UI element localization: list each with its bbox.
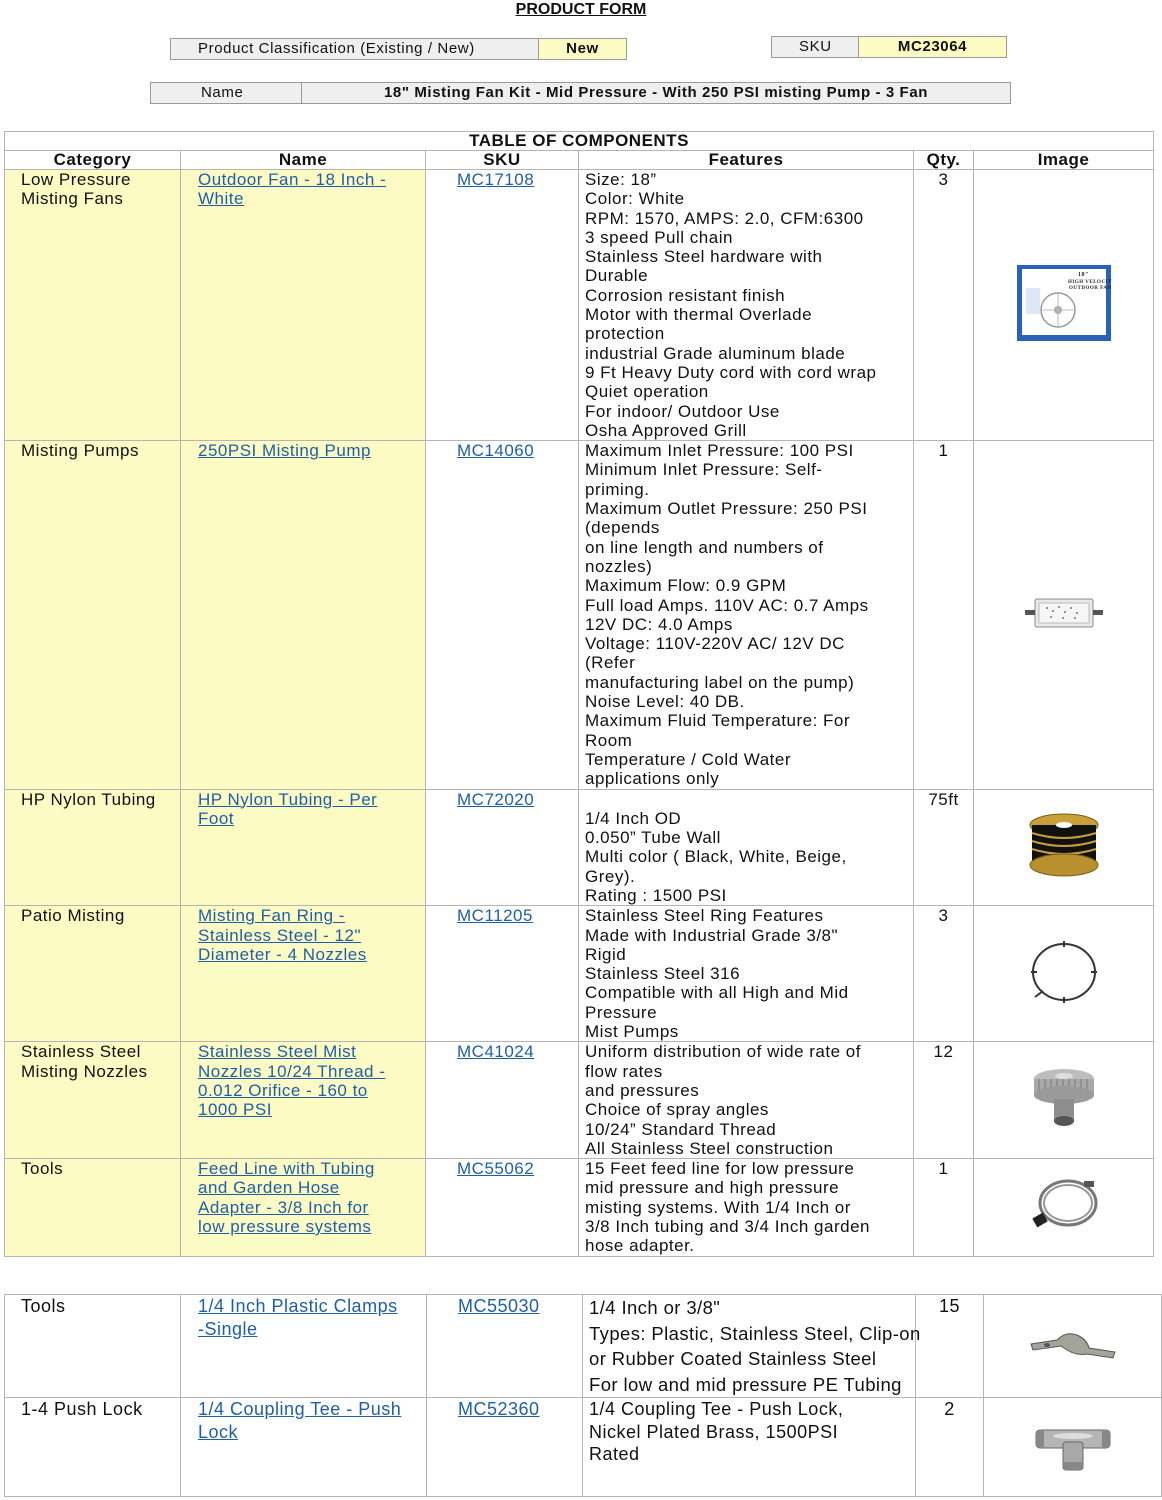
image-cell xyxy=(974,1159,1154,1256)
text-line: Temperature / Cold Water xyxy=(585,749,791,769)
feed-line-image xyxy=(1028,1220,1100,1239)
text-line: 1/4 Coupling Tee - Push Lock, xyxy=(589,1399,844,1419)
text-line: Nozzles 10/24 Thread - xyxy=(198,1061,386,1081)
table-title: TABLE OF COMPONENTS xyxy=(5,132,1154,151)
sku-link[interactable]: MC41024 xyxy=(457,1042,535,1062)
text-line: Noise Level: 40 DB. xyxy=(585,692,745,712)
qty-cell: 2 xyxy=(916,1398,984,1497)
qty-cell: 15 xyxy=(916,1295,984,1398)
text-line: 1-4 Push Lock xyxy=(21,1399,143,1419)
text-line: Grey). xyxy=(585,866,636,886)
features-cell xyxy=(583,1398,916,1497)
sku-cell xyxy=(427,1295,583,1398)
name-cell xyxy=(181,906,426,1042)
text-line: Maximum Inlet Pressure: 100 PSI xyxy=(585,441,854,461)
text-line: Multi color ( Black, White, Beige, xyxy=(585,847,847,867)
features-cell xyxy=(579,1042,914,1159)
text-line: Durable xyxy=(585,266,649,286)
text-line: Types: Plastic, Stainless Steel, Clip-on xyxy=(589,1322,921,1344)
column-header: Image xyxy=(974,151,1154,170)
svg-text:HIGH VELOCITY: HIGH VELOCITY xyxy=(1067,279,1112,285)
text-line: Stainless Steel hardware with xyxy=(585,247,823,267)
table-row xyxy=(5,789,1154,906)
text-line: Low Pressure xyxy=(21,170,131,189)
text-line: Maximum Flow: 0.9 GPM xyxy=(585,576,787,596)
text-line: Nickel Plated Brass, 1500PSI xyxy=(589,1421,839,1442)
pump-image xyxy=(1023,618,1105,637)
text-line: flow rates xyxy=(585,1061,663,1081)
table-row xyxy=(5,1159,1154,1256)
text-line: manufacturing label on the pump) xyxy=(585,672,855,692)
text-line: Compatible with all High and Mid xyxy=(585,983,849,1003)
page-title: PRODUCT FORM xyxy=(515,1,647,18)
text-line: 1/4 Inch OD xyxy=(585,808,682,828)
clamp-image xyxy=(1027,1344,1119,1364)
text-line: 15 Feet feed line for low pressure xyxy=(585,1159,855,1179)
name-cell xyxy=(181,1159,426,1256)
text-line: priming. xyxy=(585,479,650,499)
text-line: For low and mid pressure PE Tubing xyxy=(589,1373,902,1395)
category-cell xyxy=(5,441,181,789)
text-line: 250PSI Misting Pump xyxy=(198,441,371,461)
table-row xyxy=(5,441,1154,789)
table-row xyxy=(5,1042,1154,1159)
text-line: Stainless Steel 316 xyxy=(585,964,741,984)
text-line: Tools xyxy=(21,1296,66,1316)
name-cell xyxy=(181,1295,427,1398)
text-line: White xyxy=(198,189,244,209)
text-line: industrial Grade aluminum blade xyxy=(585,343,846,363)
text-line: on line length and numbers of xyxy=(585,537,824,557)
text-line: nozzles) xyxy=(585,556,653,576)
category-cell xyxy=(5,1159,181,1256)
name-cell xyxy=(181,441,426,789)
product-link[interactable] xyxy=(198,441,425,460)
text-line: Misting Fans xyxy=(21,189,124,209)
text-line: HP Nylon Tubing xyxy=(21,789,156,809)
sku-cell xyxy=(426,441,579,789)
text-line: 9 Ft Heavy Duty cord with cord wrap xyxy=(585,362,877,382)
text-line: For indoor/ Outdoor Use xyxy=(585,401,780,421)
text-line: Choice of spray angles xyxy=(585,1100,769,1120)
table-row xyxy=(5,906,1154,1042)
text-line: Misting Nozzles xyxy=(21,1061,148,1081)
category-cell xyxy=(5,789,181,906)
column-header: SKU xyxy=(426,151,579,170)
text-line: 3/8 Inch tubing and 3/4 Inch garden xyxy=(585,1217,870,1237)
qty-cell: 1 xyxy=(914,441,974,789)
text-line: -Single xyxy=(198,1318,258,1339)
image-cell xyxy=(974,170,1154,441)
column-header: Name xyxy=(181,151,426,170)
sku-cell xyxy=(426,1159,579,1256)
text-line: 3 speed Pull chain xyxy=(585,227,733,247)
sku-link[interactable]: MC14060 xyxy=(457,441,535,461)
category-cell xyxy=(5,170,181,441)
text-line: Quiet operation xyxy=(585,382,709,402)
image-cell xyxy=(974,789,1154,906)
text-line: Outdoor Fan - 18 Inch - xyxy=(198,170,387,189)
text-line: and Garden Hose xyxy=(198,1178,340,1198)
text-line: Minimum Inlet Pressure: Self- xyxy=(585,460,823,480)
text-line: Motor with thermal Overlade xyxy=(585,305,813,325)
text-line: Room xyxy=(585,730,633,750)
tubing-spool-image xyxy=(1028,864,1100,883)
column-header: Category xyxy=(5,151,181,170)
sku-cell xyxy=(426,170,579,441)
text-line: Pressure xyxy=(585,1002,658,1022)
text-line: (depends xyxy=(585,518,660,538)
text-line: Stainless Steel Ring Features xyxy=(585,906,824,926)
category-cell xyxy=(5,1295,181,1398)
components-table xyxy=(4,131,1154,1257)
components-table-continued xyxy=(4,1294,1162,1497)
product-link[interactable] xyxy=(198,1398,426,1443)
product-link[interactable] xyxy=(198,1295,426,1340)
text-line: 12V DC: 4.0 Amps xyxy=(585,614,733,634)
sku-value: MC23064 xyxy=(858,36,1007,58)
qty-cell: 1 xyxy=(914,1159,974,1256)
text-line: Maximum Fluid Temperature: For xyxy=(585,711,851,731)
product-link[interactable] xyxy=(198,906,425,964)
sku-link[interactable]: MC52360 xyxy=(458,1399,540,1419)
nozzle-image xyxy=(1027,1120,1101,1139)
sku-link[interactable]: MC17108 xyxy=(457,170,535,189)
sku-link[interactable]: MC72020 xyxy=(457,789,535,809)
svg-text:18": 18" xyxy=(1077,271,1089,278)
sku-cell xyxy=(426,906,579,1042)
product-link[interactable] xyxy=(198,1159,425,1236)
text-line: Maximum Outlet Pressure: 250 PSI xyxy=(585,499,868,519)
text-line: Misting Fan Ring - xyxy=(198,906,345,926)
name-cell xyxy=(181,170,426,441)
text-line: Tools xyxy=(21,1159,64,1179)
text-line: Rated xyxy=(589,1444,640,1464)
text-line: Stainless Steel xyxy=(21,1042,141,1062)
text-line: hose adapter. xyxy=(585,1236,695,1256)
text-line: 1/4 Coupling Tee - Push xyxy=(198,1399,402,1419)
features-cell xyxy=(579,170,914,441)
text-line: Made with Industrial Grade 3/8" xyxy=(585,925,839,945)
sku-cell xyxy=(426,789,579,906)
image-cell xyxy=(984,1398,1162,1497)
column-header: Qty. xyxy=(914,151,974,170)
image-cell xyxy=(974,906,1154,1042)
image-cell xyxy=(974,441,1154,789)
text-line: All Stainless Steel construction xyxy=(585,1138,834,1158)
features-cell xyxy=(579,441,914,789)
category-cell xyxy=(5,1398,181,1497)
qty-cell: 3 xyxy=(914,170,974,441)
table-row xyxy=(5,1398,1162,1497)
text-line: Diameter - 4 Nozzles xyxy=(198,944,367,964)
fan-box-image xyxy=(1016,271,1112,346)
image-cell xyxy=(984,1295,1162,1398)
text-line: Rigid xyxy=(585,944,627,964)
qty-cell: 75ft xyxy=(914,789,974,906)
text-line: Mist Pumps xyxy=(585,1022,679,1042)
name-label: Name xyxy=(150,82,302,104)
svg-text:OUTDOOR FAN: OUTDOOR FAN xyxy=(1068,285,1111,291)
text-line: mid pressure and high pressure xyxy=(585,1178,840,1198)
text-line: Stainless Steel - 12" xyxy=(198,925,362,945)
product-link[interactable] xyxy=(198,790,425,829)
category-cell xyxy=(5,1042,181,1159)
classification-label: Product Classification (Existing / New) xyxy=(170,38,539,60)
text-line: protection xyxy=(585,324,665,344)
sku-link[interactable]: MC55030 xyxy=(458,1296,540,1316)
text-line: Lock xyxy=(198,1421,239,1442)
text-line: or Rubber Coated Stainless Steel xyxy=(589,1348,877,1369)
image-cell xyxy=(974,1042,1154,1159)
text-line: Full load Amps. 110V AC: 0.7 Amps xyxy=(585,595,869,615)
text-line: applications only xyxy=(585,769,720,789)
sku-label: SKU xyxy=(771,36,859,58)
name-cell xyxy=(181,1042,426,1159)
qty-cell: 3 xyxy=(914,906,974,1042)
text-line: (Refer xyxy=(585,653,636,673)
table-header-row xyxy=(5,151,1154,170)
column-header: Features xyxy=(579,151,914,170)
text-line: Patio Misting xyxy=(21,906,125,926)
text-line xyxy=(585,790,913,809)
classification-value: New xyxy=(538,38,627,60)
text-line: Corrosion resistant finish xyxy=(585,285,786,305)
table-row xyxy=(5,170,1154,441)
text-line: RPM: 1570, AMPS: 2.0, CFM:6300 xyxy=(585,208,864,228)
text-line: Stainless Steel Mist xyxy=(198,1042,357,1062)
text-line: Uniform distribution of wide rate of xyxy=(585,1042,861,1062)
fan-ring-image xyxy=(1027,990,1101,1009)
qty-cell: 12 xyxy=(914,1042,974,1159)
text-line: 10/24” Standard Thread xyxy=(585,1119,777,1139)
text-line: low pressure systems xyxy=(198,1217,372,1237)
features-cell xyxy=(579,789,914,906)
text-line: Size: 18” xyxy=(585,170,657,189)
category-cell xyxy=(5,906,181,1042)
text-line: Color: White xyxy=(585,189,685,209)
product-link[interactable] xyxy=(198,170,425,209)
text-line: and pressures xyxy=(585,1080,700,1100)
text-line: Foot xyxy=(198,808,235,828)
text-line: misting systems. With 1/4 Inch or xyxy=(585,1197,851,1217)
text-line: Misting Pumps xyxy=(21,441,139,461)
sku-cell xyxy=(426,1042,579,1159)
sku-link[interactable]: MC55062 xyxy=(457,1159,535,1179)
text-line: 0.012 Orifice - 160 to xyxy=(198,1080,368,1100)
text-line: Rating : 1500 PSI xyxy=(585,885,727,905)
name-cell xyxy=(181,789,426,906)
text-line: Feed Line with Tubing xyxy=(198,1159,375,1179)
text-line: 1/4 Inch Plastic Clamps xyxy=(198,1296,398,1316)
features-cell xyxy=(579,1159,914,1256)
coupling-tee-image xyxy=(1032,1456,1114,1476)
text-line: HP Nylon Tubing - Per xyxy=(198,789,378,809)
name-cell xyxy=(181,1398,427,1497)
table-row xyxy=(5,1295,1162,1398)
text-line: 0.050” Tube Wall xyxy=(585,828,721,848)
product-link[interactable] xyxy=(198,1042,425,1119)
sku-cell xyxy=(427,1398,583,1497)
name-value: 18" Misting Fan Kit - Mid Pressure - With 250 PSI misting Pump - 3 Fan xyxy=(301,82,1011,104)
text-line: Osha Approved Grill xyxy=(585,420,747,440)
text-line: 1000 PSI xyxy=(198,1100,272,1120)
features-cell xyxy=(579,906,914,1042)
text-line: Voltage: 110V-220V AC/ 12V DC xyxy=(585,634,845,654)
sku-link[interactable]: MC11205 xyxy=(457,906,533,926)
text-line: Adapter - 3/8 Inch for xyxy=(198,1197,369,1217)
features-cell xyxy=(583,1295,921,1398)
text-line: 1/4 Inch or 3/8" xyxy=(589,1297,721,1318)
